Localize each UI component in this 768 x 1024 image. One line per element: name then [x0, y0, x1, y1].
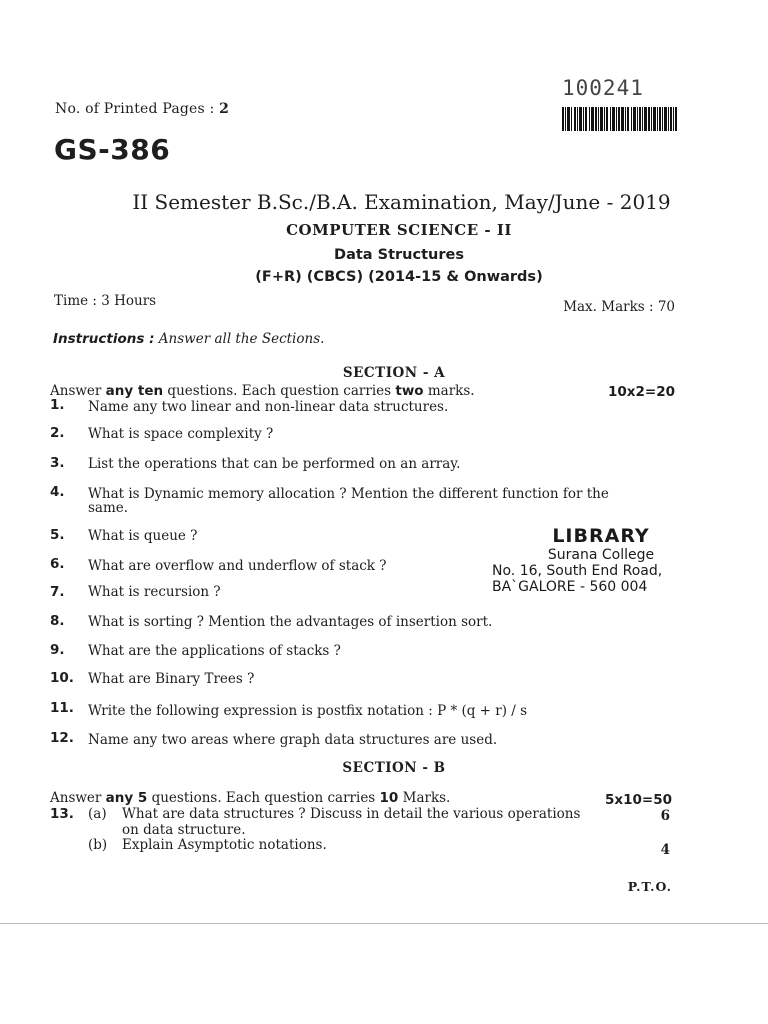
sub-question-label: (b) — [88, 837, 108, 853]
note-bold: any 5 — [105, 790, 148, 806]
section-a-title — [0, 365, 768, 381]
note-text: questions. Each question carries — [167, 383, 392, 399]
scheme-title — [0, 269, 768, 285]
subject-title-text: COMPUTER SCIENCE - II — [286, 221, 512, 239]
instructions-text: Answer all the Sections. — [158, 331, 325, 347]
sub-question-label: (a) — [88, 806, 107, 822]
library-stamp — [492, 525, 682, 595]
section-b-note — [50, 790, 450, 806]
section-b-title — [0, 760, 768, 776]
question-number: 13. — [50, 806, 74, 822]
printed-pages-value: 2 — [219, 101, 230, 117]
paper-code: GS-386 — [54, 133, 171, 166]
question-number: 7. — [50, 584, 65, 600]
stamp-line: BA`GALORE - 560 004 — [492, 579, 648, 595]
section-a-marks: 10x2=20 — [608, 384, 675, 400]
question-text-continued: same. — [88, 500, 129, 516]
question-text: What are Binary Trees ? — [88, 671, 255, 687]
section-a-note — [50, 383, 475, 399]
sub-question-text: Explain Asymptotic notations. — [122, 837, 327, 853]
sub-question-text: What are data structures ? Discuss in detail the various operations — [122, 806, 581, 822]
sub-question-text-continued: on data structure. — [122, 822, 246, 838]
note-bold: any ten — [105, 383, 164, 399]
serial-number: 100241 — [562, 76, 644, 100]
question-text: Name any two areas where graph data structures are used. — [88, 732, 498, 748]
time-allowed: Time : 3 Hours — [54, 293, 157, 309]
question-text: Name any two linear and non-linear data structures. — [88, 399, 449, 415]
note-bold: two — [395, 383, 424, 399]
question-number: 10. — [50, 670, 74, 686]
scheme-title-text: (F+R) (CBCS) (2014-15 & Onwards) — [255, 269, 543, 285]
stamp-title: LIBRARY — [552, 525, 650, 547]
question-number: 6. — [50, 556, 65, 572]
exam-title-text: II Semester B.Sc./B.A. Examination, May/June - 2019 — [132, 190, 671, 214]
note-bold: 10 — [379, 790, 399, 806]
note-text: Answer — [50, 790, 102, 806]
pto-label: P.T.O. — [627, 879, 672, 894]
question-text: What is recursion ? — [88, 584, 221, 600]
barcode-image — [562, 107, 677, 131]
sub-question-marks: 4 — [660, 842, 670, 858]
section-b-title-text: SECTION - B — [342, 760, 446, 776]
question-text: What are the applications of stacks ? — [88, 643, 341, 659]
printed-pages-label: No. of Printed Pages : — [55, 101, 215, 117]
question-text: What is space complexity ? — [88, 426, 274, 442]
question-text: What is queue ? — [88, 528, 198, 544]
instructions-label: Instructions : — [53, 331, 155, 347]
question-number: 1. — [50, 397, 65, 413]
question-text: What is sorting ? Mention the advantages of insertion sort. — [88, 614, 493, 630]
section-a-title-text: SECTION - A — [342, 365, 446, 381]
note-text: questions. Each question carries — [151, 790, 376, 806]
sub-question-marks: 6 — [660, 808, 670, 824]
question-number: 2. — [50, 425, 65, 441]
stamp-line: Surana College — [547, 547, 655, 563]
question-number: 5. — [50, 527, 65, 543]
note-text: Answer — [50, 383, 102, 399]
course-title — [0, 247, 768, 263]
exam-title — [0, 190, 768, 214]
question-text: What are overflow and underflow of stack ? — [88, 558, 387, 574]
subject-title — [0, 221, 768, 239]
max-marks: Max. Marks : 70 — [563, 299, 675, 315]
note-text: Marks. — [402, 790, 451, 806]
question-number: 11. — [50, 700, 74, 716]
question-number: 12. — [50, 730, 74, 746]
question-text: Write the following expression is postfix notation : P * (q + r) / s — [88, 703, 528, 719]
page-edge-line — [0, 923, 768, 924]
question-number: 4. — [50, 484, 65, 500]
note-text: marks. — [427, 383, 475, 399]
instructions — [53, 331, 324, 347]
section-b-marks: 5x10=50 — [605, 792, 672, 808]
question-number: 9. — [50, 642, 65, 658]
stamp-line: No. 16, South End Road, — [492, 563, 663, 579]
printed-pages — [55, 101, 229, 117]
course-title-text: Data Structures — [334, 247, 464, 263]
question-number: 3. — [50, 455, 65, 471]
question-text: List the operations that can be performed on an array. — [88, 456, 461, 472]
question-text: What is Dynamic memory allocation ? Mention the different function for the — [88, 486, 609, 502]
question-number: 8. — [50, 613, 65, 629]
